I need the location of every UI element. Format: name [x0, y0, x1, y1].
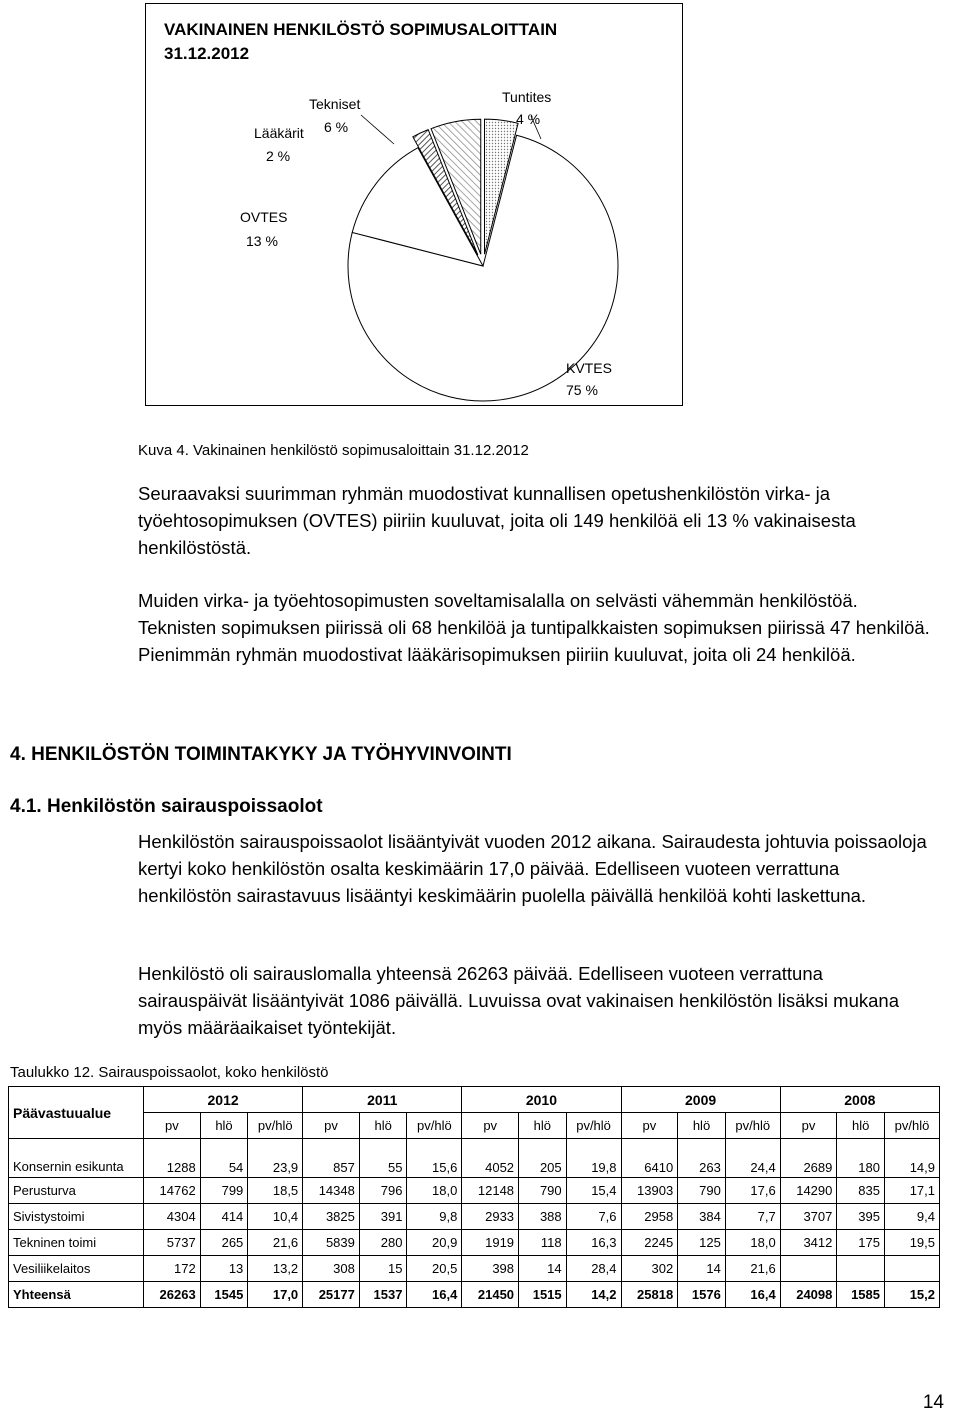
table-cell: 14762 [144, 1178, 201, 1204]
table-cell: 395 [837, 1204, 885, 1230]
table-cell: 25177 [303, 1282, 360, 1308]
table-cell: 15,6 [407, 1139, 462, 1178]
subsection-heading: 4.1. Henkilöstön sairauspoissaolot [10, 796, 323, 817]
table-cell: 1545 [200, 1282, 248, 1308]
table-cell: 15,4 [566, 1178, 621, 1204]
paragraph-sick-leave-days: Henkilöstö oli sairauslomalla yhteensä 26263 päivää. Edelliseen vuoteen verrattuna sairauspäivät lisääntyivät 1086 päivällä. Luvuissa ovat vakinaisen henkilöstön lisäksi mukana myös määräaikaiset työntekijät. [138, 963, 899, 1038]
table-row [9, 1139, 940, 1178]
table-cell: 2245 [621, 1230, 678, 1256]
table-cell: 7,7 [725, 1204, 780, 1230]
year-header: 2011 [303, 1087, 462, 1113]
paragraph-sick-leave-trend: Henkilöstön sairauspoissaolot lisääntyivät vuoden 2012 aikana. Sairaudesta johtuvia poissaoloja kertyi koko henkilöstön osalta keskimäärin 17,0 päivää. Edelliseen vuoteen verrattuna henkilöstön sairastavuus lisääntyi keskimäärin puolella päivällä henkilöä kohti laskettuna. [138, 831, 927, 906]
table-cell: 20,9 [407, 1230, 462, 1256]
table-cell: 9,8 [407, 1204, 462, 1230]
unit-name: Tekninen toimi [9, 1230, 144, 1256]
section-heading: 4. HENKILÖSTÖN TOIMINTAKYKY JA TYÖHYVINVOINTI [10, 744, 512, 765]
sick-leave-table [8, 1086, 940, 1308]
table-cell: 18,0 [407, 1178, 462, 1204]
column-header-hlö: hlö [519, 1113, 567, 1139]
table-cell: 1515 [519, 1282, 567, 1308]
slice-name-label: Lääkärit [254, 125, 304, 141]
table-row [9, 1178, 940, 1204]
table-cell: 28,4 [566, 1256, 621, 1282]
column-header-hlö: hlö [678, 1113, 726, 1139]
table-row [9, 1230, 940, 1256]
table-corner-header: Päävastuualue [9, 1087, 144, 1139]
table-cell: 799 [200, 1178, 248, 1204]
table-cell: 118 [519, 1230, 567, 1256]
table-cell: 265 [200, 1230, 248, 1256]
table-cell: 10,4 [248, 1204, 303, 1230]
table-cell: 13 [200, 1256, 248, 1282]
column-header-hlö: hlö [200, 1113, 248, 1139]
table-cell: 5839 [303, 1230, 360, 1256]
page-number: 14 [922, 1392, 944, 1413]
table-cell: 17,6 [725, 1178, 780, 1204]
table-cell: 391 [359, 1204, 407, 1230]
table-row [9, 1256, 940, 1282]
leader-line [361, 115, 394, 144]
table-cell: 384 [678, 1204, 726, 1230]
table-cell: 24,4 [725, 1139, 780, 1178]
table-cell: 18,0 [725, 1230, 780, 1256]
unit-name: Perusturva [9, 1178, 144, 1204]
table-cell: 3825 [303, 1204, 360, 1230]
table-cell: 3412 [780, 1230, 837, 1256]
table-cell: 5737 [144, 1230, 201, 1256]
table-cell: 9,4 [884, 1204, 939, 1230]
table-cell: 2933 [462, 1204, 519, 1230]
unit-name: Konsernin esikunta [9, 1139, 144, 1178]
table-cell: 18,5 [248, 1178, 303, 1204]
chart-title: VAKINAINEN HENKILÖSTÖ SOPIMUSALOITTAIN 31.12.2012 [164, 20, 558, 63]
pie-chart [146, 4, 682, 404]
table-cell: 26263 [144, 1282, 201, 1308]
table-cell: 1288 [144, 1139, 201, 1178]
year-header: 2009 [621, 1087, 780, 1113]
table-cell: 16,3 [566, 1230, 621, 1256]
table-cell: 16,4 [725, 1282, 780, 1308]
table-cell: 175 [837, 1230, 885, 1256]
table-cell: 205 [519, 1139, 567, 1178]
table-cell: 796 [359, 1178, 407, 1204]
table-cell: 23,9 [248, 1139, 303, 1178]
slice-value-label: 75 % [566, 382, 598, 398]
column-header-pv: pv [621, 1113, 678, 1139]
table-cell: 17,1 [884, 1178, 939, 1204]
table-cell: 4304 [144, 1204, 201, 1230]
table-cell: 54 [200, 1139, 248, 1178]
unit-name: Yhteensä [9, 1282, 144, 1308]
table-cell: 13,2 [248, 1256, 303, 1282]
table-cell: 6410 [621, 1139, 678, 1178]
table-cell: 302 [621, 1256, 678, 1282]
column-header-pv: pv [303, 1113, 360, 1139]
column-header-pv-per-hlö: pv/hlö [566, 1113, 621, 1139]
table-cell: 21450 [462, 1282, 519, 1308]
table-cell: 25818 [621, 1282, 678, 1308]
table-row [9, 1204, 940, 1230]
table-cell: 835 [837, 1178, 885, 1204]
figure-caption: Kuva 4. Vakinainen henkilöstö sopimusaloittain 31.12.2012 [138, 442, 529, 459]
year-header: 2012 [144, 1087, 303, 1113]
table-cell: 16,4 [407, 1282, 462, 1308]
table-cell: 55 [359, 1139, 407, 1178]
column-header-pv-per-hlö: pv/hlö [725, 1113, 780, 1139]
unit-name: Sivistystoimi [9, 1204, 144, 1230]
table-cell: 398 [462, 1256, 519, 1282]
table-cell: 1585 [837, 1282, 885, 1308]
column-header-pv-per-hlö: pv/hlö [248, 1113, 303, 1139]
table-cell: 125 [678, 1230, 726, 1256]
table-cell: 790 [519, 1178, 567, 1204]
table-cell: 14,9 [884, 1139, 939, 1178]
pie-chart-frame [145, 3, 683, 406]
table-cell: 15 [359, 1256, 407, 1282]
column-header-pv: pv [780, 1113, 837, 1139]
unit-name: Vesiliikelaitos [9, 1256, 144, 1282]
paragraph-other-agreements: Muiden virka- ja työehtosopimusten soveltamisalalla on selvästi vähemmän henkilöstöä. Teknisten sopimuksen piirissä oli 68 henkilöä ja tuntipalkkaisten sopimuksen piirissä 47 henkilöä. Pienimmän ryhmän muodostivat lääkärisopimuksen piiriin kuuluvat, joita oli 24 henkilöä. [138, 590, 930, 665]
table-cell [780, 1256, 837, 1282]
sub-header-row [9, 1113, 940, 1139]
table-cell: 388 [519, 1204, 567, 1230]
slice-name-label: Tekniset [309, 96, 361, 112]
slice-value-label: 4 % [516, 111, 541, 127]
table-cell: 2958 [621, 1204, 678, 1230]
table-cell: 19,8 [566, 1139, 621, 1178]
table-cell: 21,6 [248, 1230, 303, 1256]
column-header-pv: pv [144, 1113, 201, 1139]
table-cell: 414 [200, 1204, 248, 1230]
column-header-pv-per-hlö: pv/hlö [407, 1113, 462, 1139]
table-cell [884, 1256, 939, 1282]
column-header-hlö: hlö [837, 1113, 885, 1139]
table-cell: 7,6 [566, 1204, 621, 1230]
table-cell: 21,6 [725, 1256, 780, 1282]
year-header: 2008 [780, 1087, 939, 1113]
table-cell: 24098 [780, 1282, 837, 1308]
table-cell: 3707 [780, 1204, 837, 1230]
slice-name-label: KVTES [566, 360, 612, 376]
table-caption: Taulukko 12. Sairauspoissaolot, koko henkilöstö [10, 1064, 329, 1081]
table-cell: 12148 [462, 1178, 519, 1204]
table-cell: 14348 [303, 1178, 360, 1204]
table-cell: 20,5 [407, 1256, 462, 1282]
table-cell: 13903 [621, 1178, 678, 1204]
table-cell: 263 [678, 1139, 726, 1178]
paragraph-ovtes: Seuraavaksi suurimman ryhmän muodostivat kunnallisen opetushenkilöstön virka- ja työehtosopimuksen (OVTES) piiriin kuuluvat, joita oli 149 henkilöä eli 13 % vakinaisesta henkilöstöstä. [138, 483, 856, 558]
table-cell: 857 [303, 1139, 360, 1178]
table-cell: 17,0 [248, 1282, 303, 1308]
table-cell: 14 [678, 1256, 726, 1282]
slice-value-label: 2 % [266, 148, 291, 164]
table-cell: 280 [359, 1230, 407, 1256]
table-cell [837, 1256, 885, 1282]
slice-name-label: Tuntites [502, 89, 552, 105]
column-header-pv-per-hlö: pv/hlö [884, 1113, 939, 1139]
column-header-pv: pv [462, 1113, 519, 1139]
table-cell: 1537 [359, 1282, 407, 1308]
column-header-hlö: hlö [359, 1113, 407, 1139]
table-cell: 1919 [462, 1230, 519, 1256]
slice-value-label: 6 % [324, 119, 349, 135]
slice-name-label: OVTES [240, 209, 288, 225]
table-cell: 4052 [462, 1139, 519, 1178]
table-cell: 2689 [780, 1139, 837, 1178]
table-cell: 14290 [780, 1178, 837, 1204]
year-header: 2010 [462, 1087, 621, 1113]
table-cell: 172 [144, 1256, 201, 1282]
table-total-row [9, 1282, 940, 1308]
table-cell: 14 [519, 1256, 567, 1282]
slice-value-label: 13 % [246, 233, 278, 249]
table-cell: 1576 [678, 1282, 726, 1308]
table-cell: 19,5 [884, 1230, 939, 1256]
table-cell: 14,2 [566, 1282, 621, 1308]
table-cell: 790 [678, 1178, 726, 1204]
table-cell: 308 [303, 1256, 360, 1282]
table-cell: 180 [837, 1139, 885, 1178]
table-cell: 15,2 [884, 1282, 939, 1308]
